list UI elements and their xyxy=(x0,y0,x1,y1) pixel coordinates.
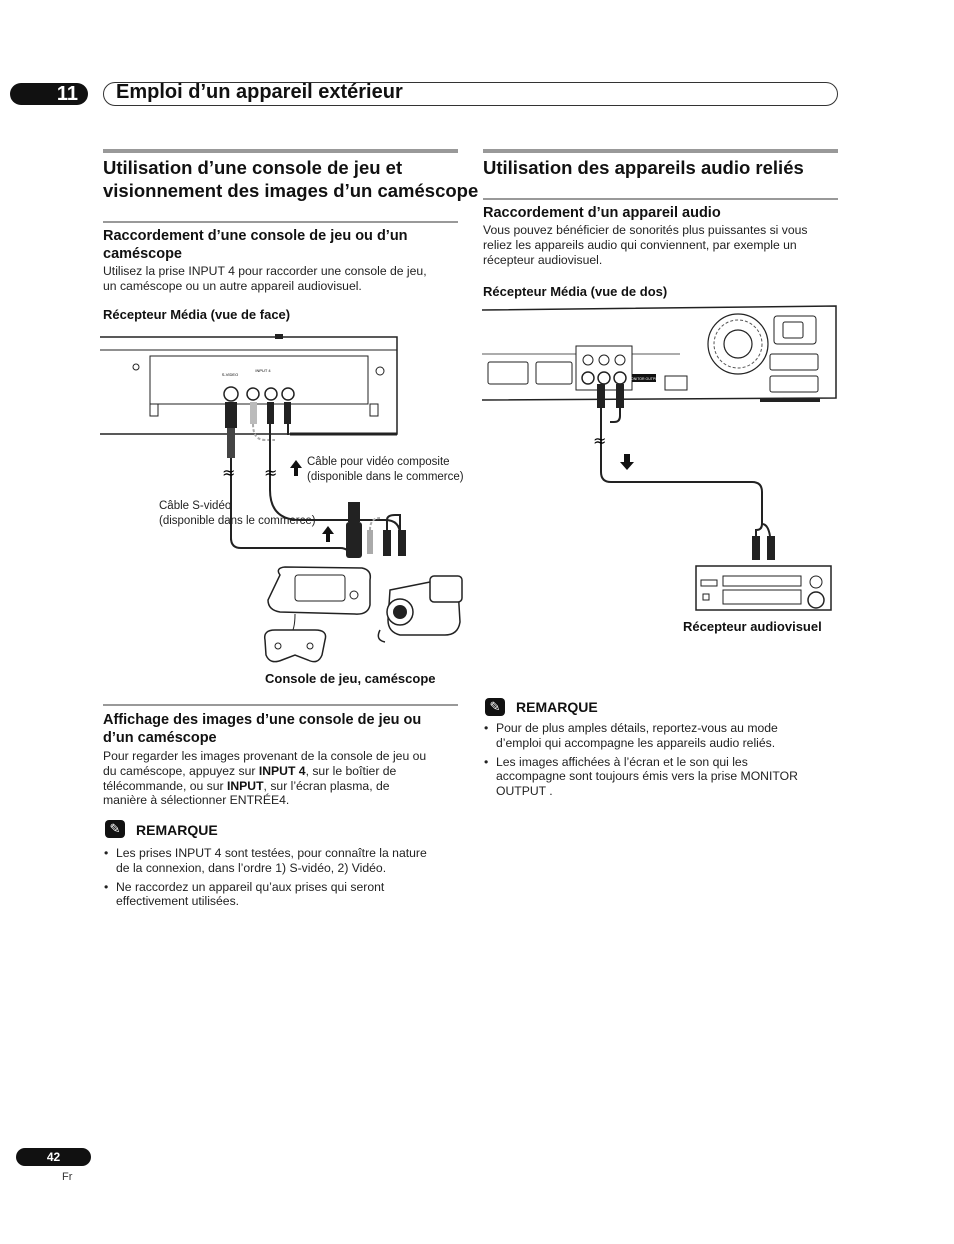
page-number-badge: 42 xyxy=(16,1148,91,1166)
left-notes-list xyxy=(104,846,466,913)
rear-diagram-label: Récepteur Média (vue de dos) xyxy=(483,284,668,299)
right-note-heading: REMARQUE xyxy=(516,699,598,715)
right-sub1-body: Vous pouvez bénéficier de sonorités plus puissantes si vous reliez les appareils audio qui conviennent, par exemple un récepteur audiovisuel. xyxy=(483,223,808,267)
section-rule xyxy=(483,149,838,153)
list-item: • Les prises INPUT 4 sont testées, pour connaître la nature de la connexion, dans l’ordre 1) S-vidéo, 2) Vidéo. xyxy=(116,846,466,876)
right-section-title: Utilisation des appareils audio reliés xyxy=(483,157,804,178)
chapter-number-badge: 11 xyxy=(10,83,88,105)
composite-cable-label: Câble pour vidéo composite (disponible dans le commerce) xyxy=(307,456,464,483)
right-sub1-title: Raccordement d’un appareil audio xyxy=(483,205,721,221)
subsection-rule xyxy=(483,198,838,200)
left-section-title: Utilisation d’une console de jeu et visionnement des images d’un caméscope xyxy=(103,157,479,201)
left-note-heading: REMARQUE xyxy=(136,822,218,838)
svg-text:S-VIDEO: S-VIDEO xyxy=(221,372,239,377)
list-item: • Pour de plus amples détails, reportez-vous au mode d’emploi qui accompagne les appareils audio reliés. xyxy=(496,721,846,751)
front-diagram-label: Récepteur Média (vue de face) xyxy=(103,307,291,322)
monitor-output-label: MONITOR OUTPUT xyxy=(628,377,660,381)
left-sub2-title: Affichage des images d’une console de jeu ou d’un caméscope xyxy=(103,712,422,746)
svideo-cable-label: Câble S-vidéo (disponible dans le commerce) xyxy=(159,500,316,527)
devices-label: Console de jeu, caméscope xyxy=(265,671,436,686)
left-sub1-body: Utilisez la prise INPUT 4 pour raccorder une console de jeu, un caméscope ou un autre appareil audiovisuel. xyxy=(103,264,427,293)
list-item: • Les images affichées à l’écran et le son qui les accompagne sont toujours émis vers la prise MONITOR OUTPUT . xyxy=(496,755,846,799)
svg-text:≈: ≈ xyxy=(264,463,278,482)
right-notes-list xyxy=(484,721,846,803)
chapter-title: Emploi d’un appareil extérieur xyxy=(116,81,403,103)
svg-text:≈: ≈ xyxy=(593,431,607,450)
note-pencil-icon: ✎ xyxy=(105,820,125,838)
section-rule xyxy=(103,149,458,153)
svg-text:INPUT 4: INPUT 4 xyxy=(255,368,271,373)
language-code: Fr xyxy=(62,1171,73,1183)
list-item: • Ne raccordez un appareil qu’aux prises qui seront effectivement utilisées. xyxy=(116,880,466,910)
rear-connection-diagram xyxy=(480,304,840,616)
av-receiver-label: Récepteur audiovisuel xyxy=(683,619,822,634)
svg-text:≈: ≈ xyxy=(222,463,236,482)
note-pencil-icon: ✎ xyxy=(485,698,505,716)
subsection-rule xyxy=(103,221,458,223)
left-sub1-title: Raccordement d’une console de jeu ou d’un caméscope xyxy=(103,228,408,262)
left-sub2-body: Pour regarder les images provenant de la console de jeu ou du caméscope, appuyez sur INPUT 4, sur le boîtier de télécommande, ou sur INPUT, sur l’écran plasma, de manière à sélectionner ENTRÉE4. xyxy=(103,749,427,808)
subsection-rule xyxy=(103,704,458,706)
